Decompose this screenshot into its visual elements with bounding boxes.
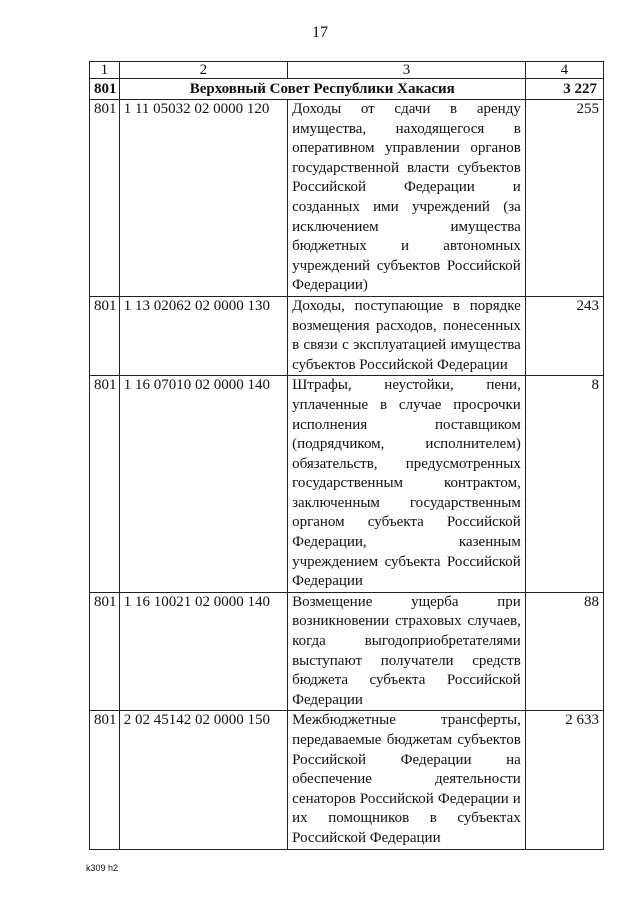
section-row bbox=[90, 79, 604, 100]
admin-code-cell: 801 bbox=[90, 376, 120, 593]
column-header: 4 bbox=[525, 62, 603, 79]
table-row bbox=[90, 100, 604, 297]
section-amount: 3 227 bbox=[525, 79, 603, 100]
amount-cell: 243 bbox=[525, 296, 603, 375]
table-row bbox=[90, 296, 604, 375]
amount-cell: 8 bbox=[525, 376, 603, 593]
table-row bbox=[90, 711, 604, 849]
income-code-cell: 1 16 10021 02 0000 140 bbox=[119, 592, 287, 711]
description-cell: Доходы от сдачи в аренду имущества, находящегося в оперативном управлении органов государственной власти субъектов Российской Федерации и созданных ими учреждений (за исключением имущества бюджетных и автономных учреждений субъектов Российской Федерации) bbox=[288, 100, 526, 297]
document-footer-code: k309 h2 bbox=[86, 863, 119, 873]
income-code-cell: 1 16 07010 02 0000 140 bbox=[119, 376, 287, 593]
revenue-table bbox=[89, 61, 604, 850]
table-row bbox=[90, 592, 604, 711]
description-cell: Межбюджетные трансферты, передаваемые бюджетам субъектов Российской Федерации на обеспечение деятельности сенаторов Российской Федерации и их помощников в субъектах Российской Федерации bbox=[288, 711, 526, 849]
amount-cell: 88 bbox=[525, 592, 603, 711]
admin-code-cell: 801 bbox=[90, 592, 120, 711]
table-header-row bbox=[90, 62, 604, 79]
amount-cell: 255 bbox=[525, 100, 603, 297]
income-code-cell: 1 11 05032 02 0000 120 bbox=[119, 100, 287, 297]
admin-code-cell: 801 bbox=[90, 711, 120, 849]
column-header: 3 bbox=[288, 62, 526, 79]
income-code-cell: 1 13 02062 02 0000 130 bbox=[119, 296, 287, 375]
column-header: 2 bbox=[119, 62, 287, 79]
table-row bbox=[90, 376, 604, 593]
description-cell: Доходы, поступающие в порядке возмещения расходов, понесенных в связи с эксплуатацией имущества субъектов Российской Федерации bbox=[288, 296, 526, 375]
page-number: 17 bbox=[312, 24, 328, 41]
amount-cell: 2 633 bbox=[525, 711, 603, 849]
section-title: Верховный Совет Республики Хакасия bbox=[119, 79, 525, 100]
section-code: 801 bbox=[90, 79, 120, 100]
admin-code-cell: 801 bbox=[90, 296, 120, 375]
admin-code-cell: 801 bbox=[90, 100, 120, 297]
description-cell: Штрафы, неустойки, пени, уплаченные в случае просрочки исполнения поставщиком (подрядчиком, исполнителем) обязательств, предусмотренных государственным контрактом, заключенным государственным органом субъекта Российской Федерации, казенным учреждением субъекта Российской Федерации bbox=[288, 376, 526, 593]
column-header: 1 bbox=[90, 62, 120, 79]
income-code-cell: 2 02 45142 02 0000 150 bbox=[119, 711, 287, 849]
description-cell: Возмещение ущерба при возникновении страховых случаев, когда выгодоприобретателями выступают получатели средств бюджета субъекта Российской Федерации bbox=[288, 592, 526, 711]
